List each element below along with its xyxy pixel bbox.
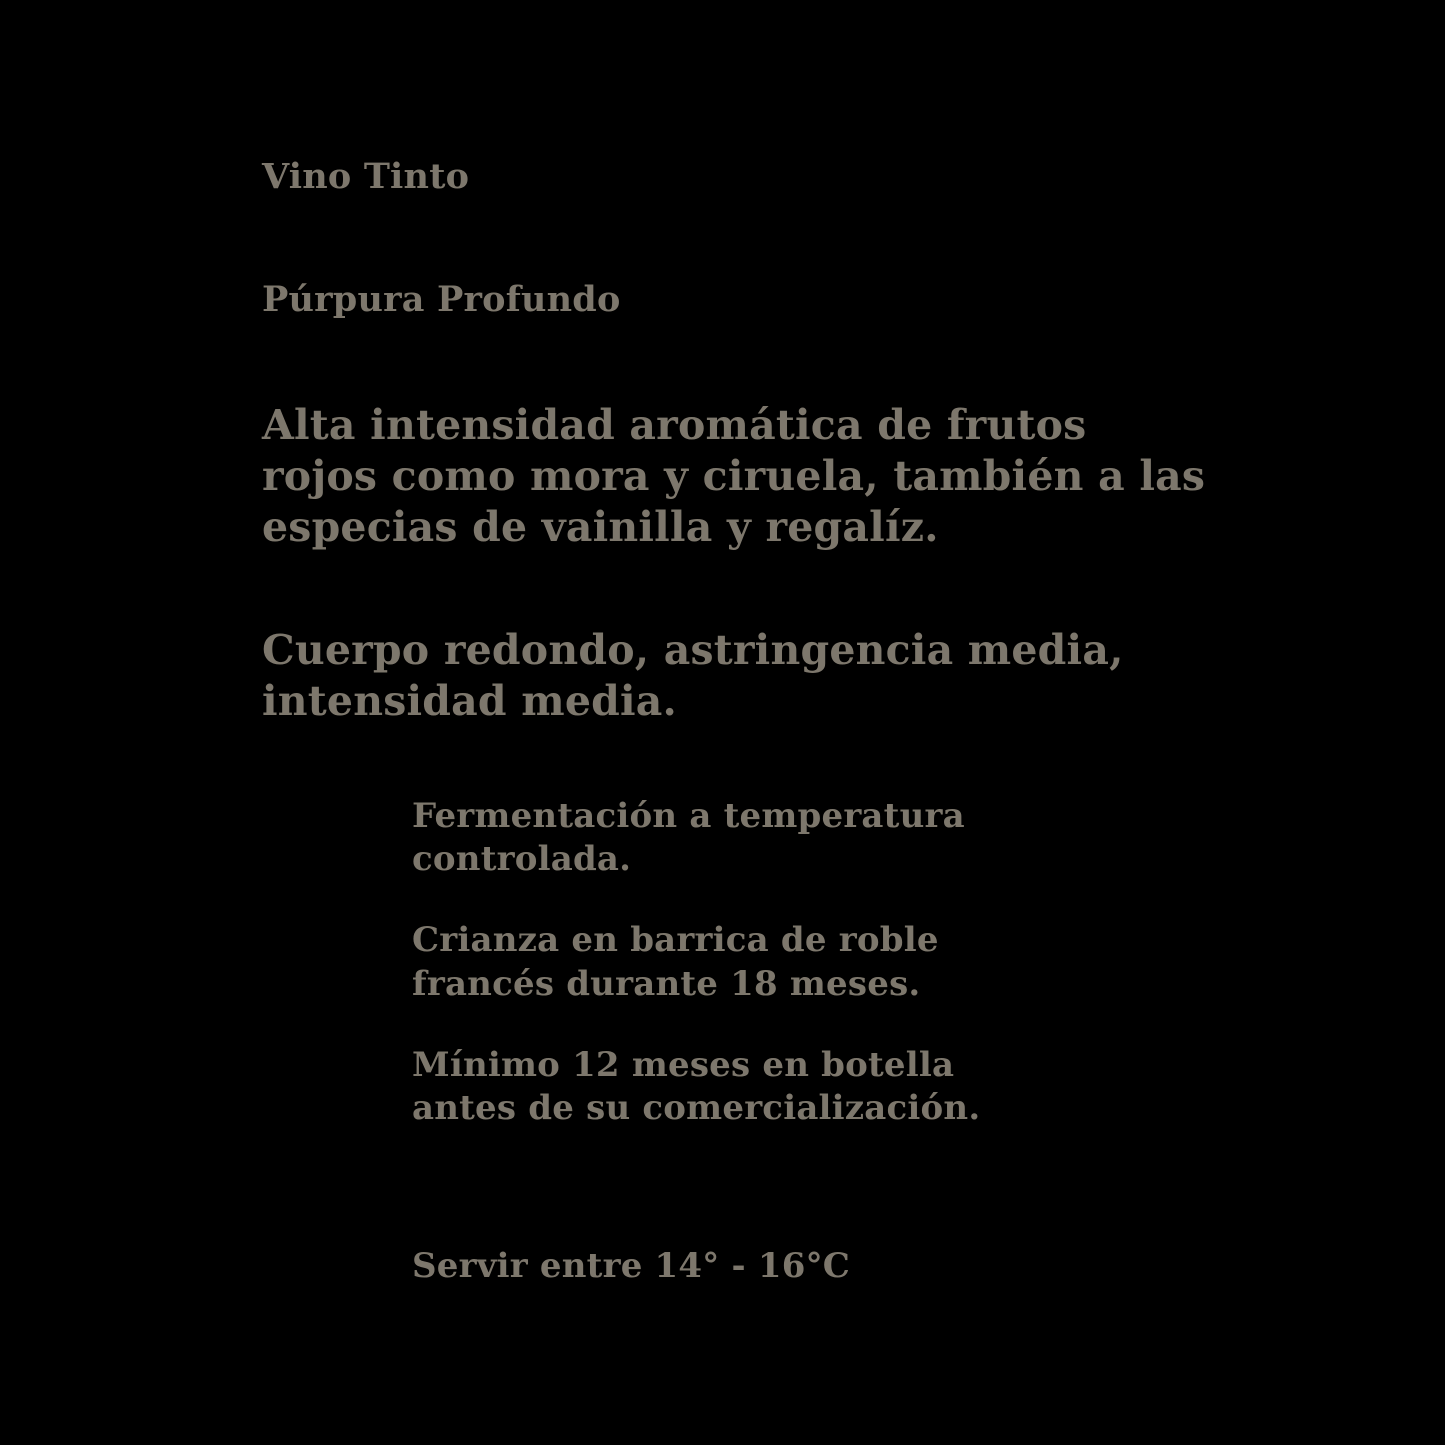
list-item: Mínimo 12 meses en botella antes de su comercialización. [412,1044,981,1128]
wine-palate-description: Cuerpo redondo, astringencia media, intensidad media. [262,626,1124,725]
wine-type-label: Vino Tinto [262,156,470,197]
list-item: Crianza en barrica de roble francés durante 18 meses. [412,920,939,1004]
wine-process-list [412,795,1032,1168]
wine-color-label: Púrpura Profundo [262,279,621,320]
serving-temperature-label: Servir entre 14° - 16°C [412,1246,851,1286]
wine-nose-description: Alta intensidad aromática de frutos rojos como mora y ciruela, también a las especias de vainilla y regalíz. [262,401,1206,551]
list-item: Fermentación a temperatura controlada. [412,796,965,880]
